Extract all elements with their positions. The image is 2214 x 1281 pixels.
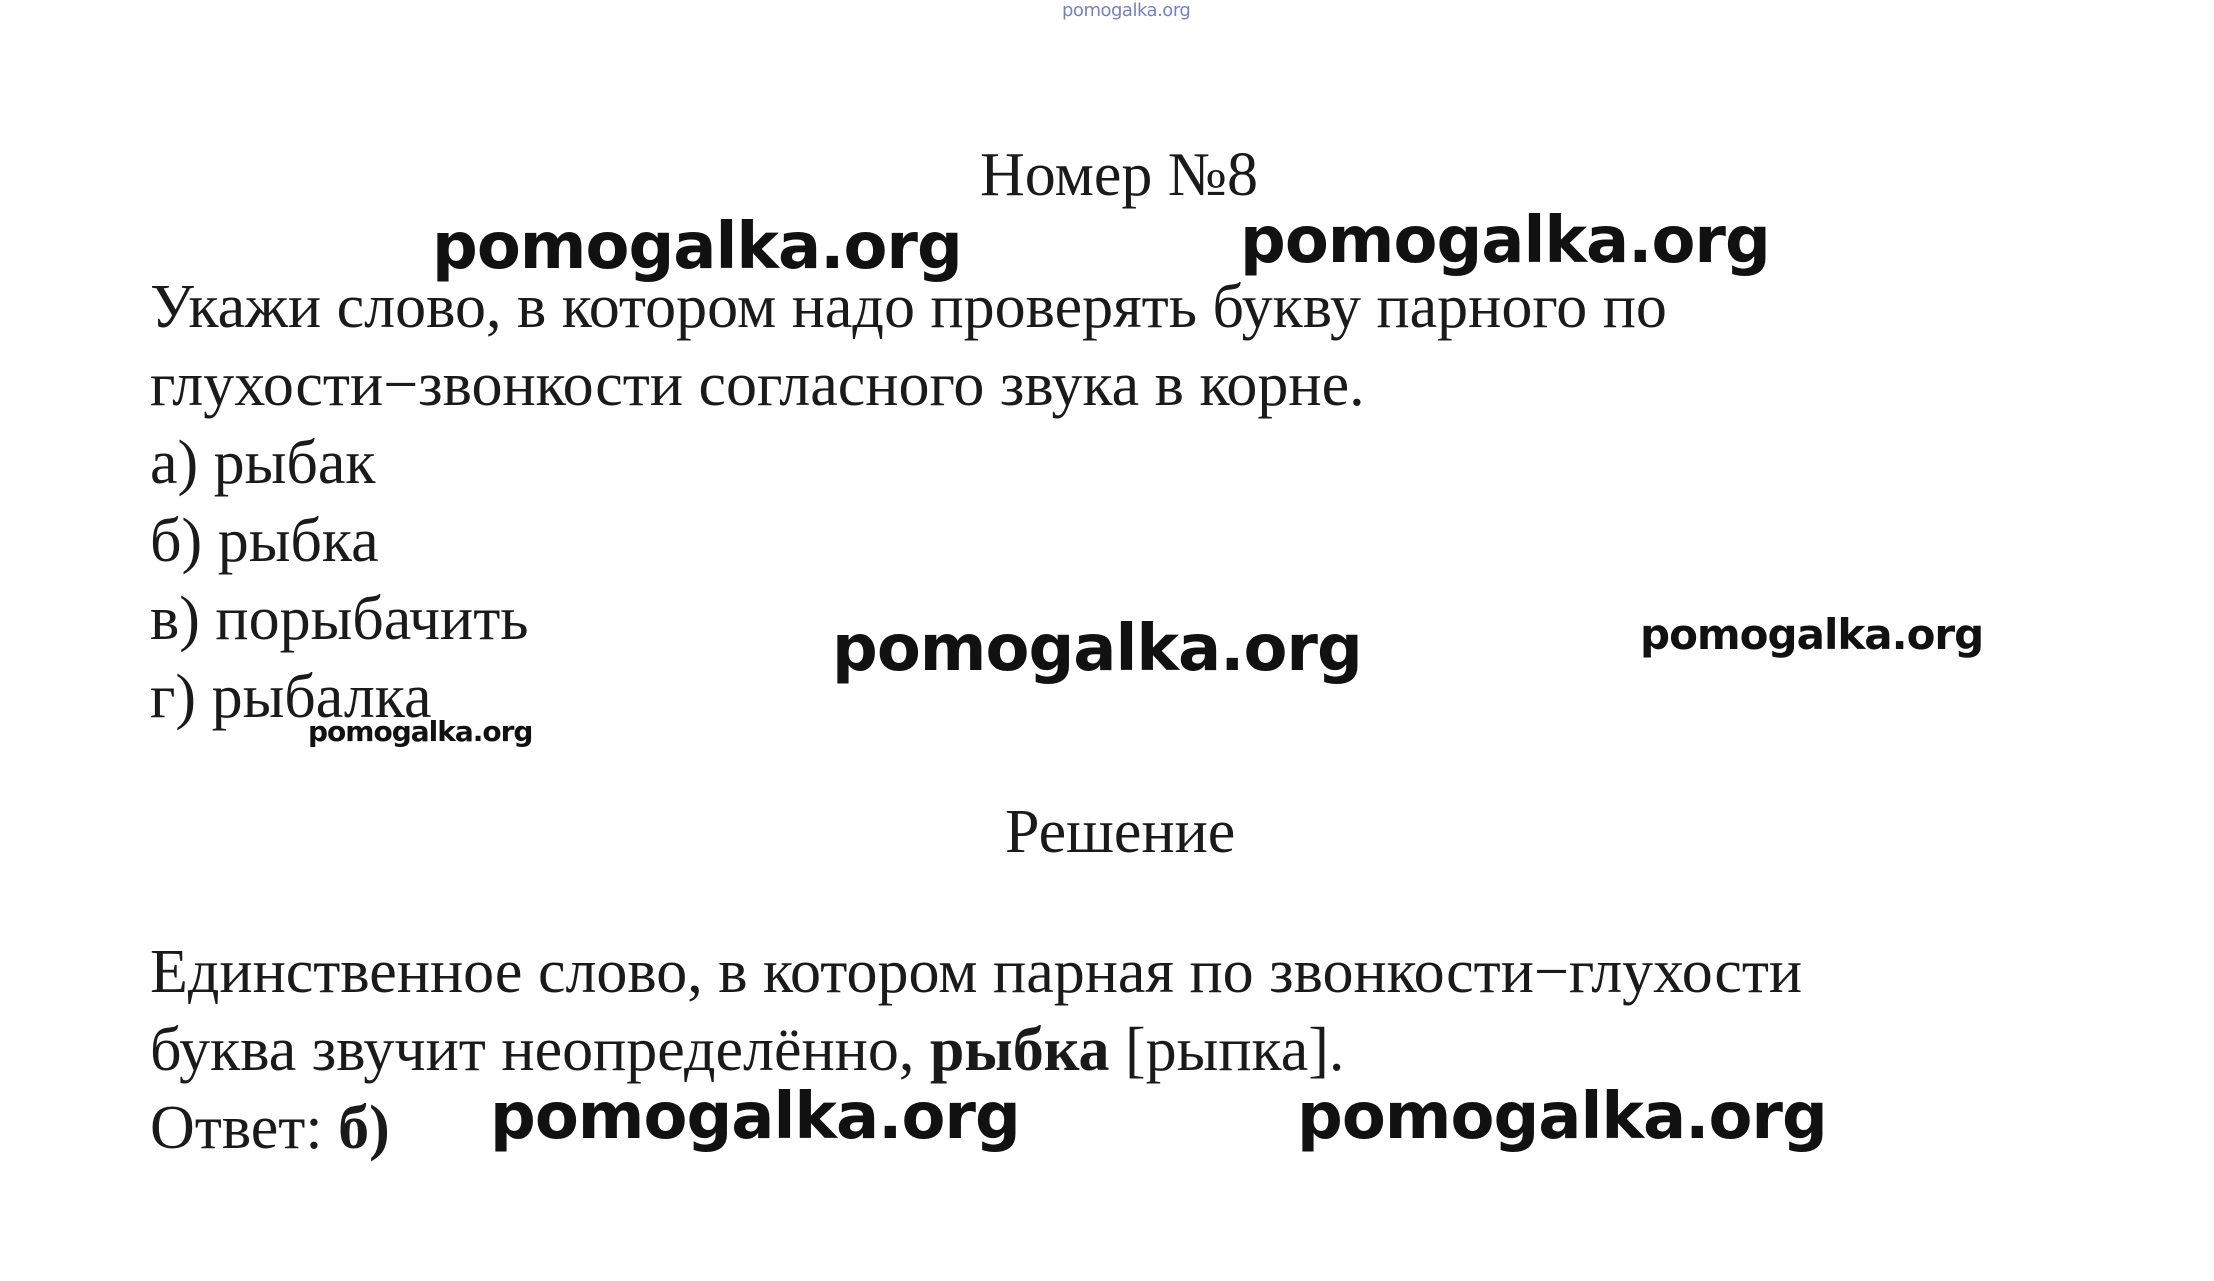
solution-heading: Решение (1005, 798, 1236, 866)
watermark: pomogalka.org (432, 210, 962, 284)
watermark: pomogalka.org (308, 715, 533, 748)
solution-line-2-suffix: [рыпка]. (1109, 1016, 1345, 1084)
watermark: pomogalka.org (1240, 204, 1770, 278)
solution-line-2 (150, 1015, 1344, 1086)
solution-highlight-word: рыбка (929, 1016, 1110, 1084)
answer-label: Ответ: (150, 1094, 339, 1162)
option-b: б) рыбка (150, 507, 379, 575)
question-line-2: глухости−звонкости согласного звука в корне. (150, 351, 1365, 419)
answer-value: б) (338, 1094, 390, 1162)
watermark: pomogalka.org (1640, 610, 1984, 659)
task-title: Номер №8 (980, 141, 1259, 209)
watermark: pomogalka.org (1297, 1080, 1827, 1154)
site-link[interactable]: pomogalka.org (1062, 0, 1191, 21)
solution-line-1: Единственное слово, в котором парная по звонкости−глухости (150, 938, 1803, 1006)
question-line-1: Укажи слово, в котором надо проверять букву парного по (150, 273, 1667, 341)
option-d: г) рыбалка (150, 663, 432, 731)
answer-line (150, 1093, 390, 1164)
watermark: pomogalka.org (490, 1080, 1020, 1154)
option-a: а) рыбак (150, 429, 376, 497)
watermark: pomogalka.org (832, 612, 1362, 686)
option-c: в) порыбачить (150, 585, 529, 653)
solution-line-2-prefix: буква звучит неопределённо, (150, 1016, 930, 1084)
